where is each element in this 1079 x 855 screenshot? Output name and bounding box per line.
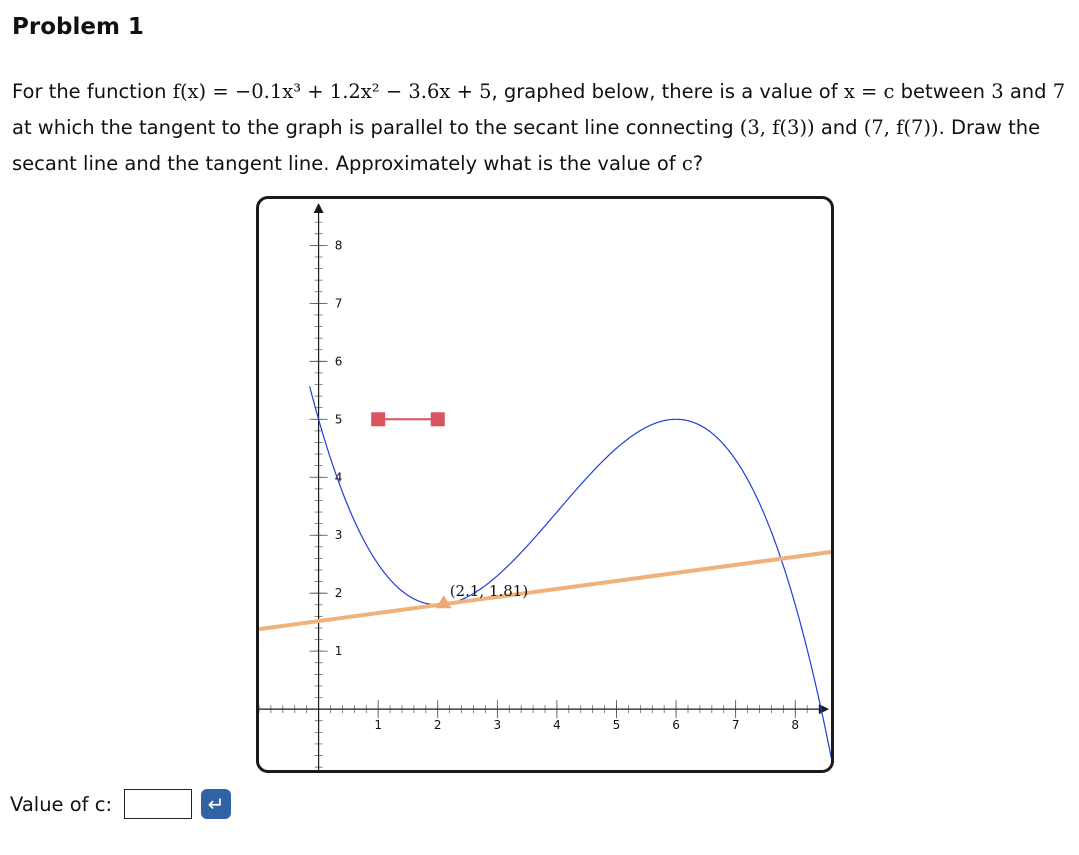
submit-button[interactable] [201, 789, 231, 819]
y-axis-arrow-icon [314, 203, 324, 213]
x-tick-label: 2 [433, 718, 442, 733]
problem-text: , graphed below, there is a value of [491, 80, 844, 103]
x-tick-label: 6 [672, 718, 680, 733]
y-tick-label: 7 [334, 296, 343, 311]
graph-frame[interactable] [256, 196, 834, 773]
point-a: (3, f(3)) [739, 116, 815, 139]
y-tick-label: 2 [334, 586, 343, 601]
axes [259, 203, 829, 770]
y-tick-label: 8 [334, 238, 343, 253]
problem-text: and [814, 116, 864, 139]
secant-handle-left[interactable] [371, 412, 385, 426]
problem-text: and [1003, 80, 1053, 103]
problem-statement [12, 74, 1072, 182]
problem-text: For the function [12, 80, 173, 103]
answer-label: Value of c: [10, 792, 113, 816]
x-tick-label: 8 [791, 718, 800, 733]
variable-c: c [681, 152, 693, 175]
x-tick-label: 4 [553, 718, 561, 733]
x-equals-c: x = c [843, 80, 895, 103]
answer-input[interactable] [124, 789, 192, 819]
problem-text: between [894, 80, 992, 103]
tick-labels [335, 238, 799, 732]
y-tick-label: 5 [334, 412, 343, 427]
x-tick-label: 7 [731, 718, 740, 733]
problem-text: at which the tangent to the graph is parallel to the secant line connecting [12, 116, 740, 139]
point-b: (7, f(7)) [863, 116, 939, 139]
problem-text: ? [692, 152, 704, 175]
y-tick-label: 4 [334, 470, 343, 485]
graph-canvas[interactable] [259, 199, 831, 770]
x-tick-label: 5 [612, 718, 621, 733]
y-tick-label: 3 [334, 528, 343, 543]
x-tick-label: 3 [493, 718, 502, 733]
return-arrow-icon: ↵ [207, 792, 225, 816]
problem-text: . Draw the secant line and the tangent line. Approximately what is the value of [12, 116, 1041, 175]
function-curve [310, 386, 831, 770]
answer-row [10, 786, 231, 822]
y-tick-label: 6 [334, 354, 343, 369]
upper-bound: 7 [1052, 80, 1066, 103]
secant-handle-right[interactable] [431, 412, 445, 426]
problem-title: Problem 1 [12, 14, 144, 40]
function-formula: f(x) = −0.1x³ + 1.2x² − 3.6x + 5 [172, 80, 492, 103]
tangent-line[interactable] [259, 552, 831, 629]
y-tick-label: 1 [334, 644, 343, 659]
secant-line-tool[interactable] [371, 412, 445, 426]
lower-bound: 3 [991, 80, 1004, 103]
tangent-point-label: (2.1, 1.81) [449, 582, 529, 601]
x-tick-label: 1 [374, 718, 382, 733]
